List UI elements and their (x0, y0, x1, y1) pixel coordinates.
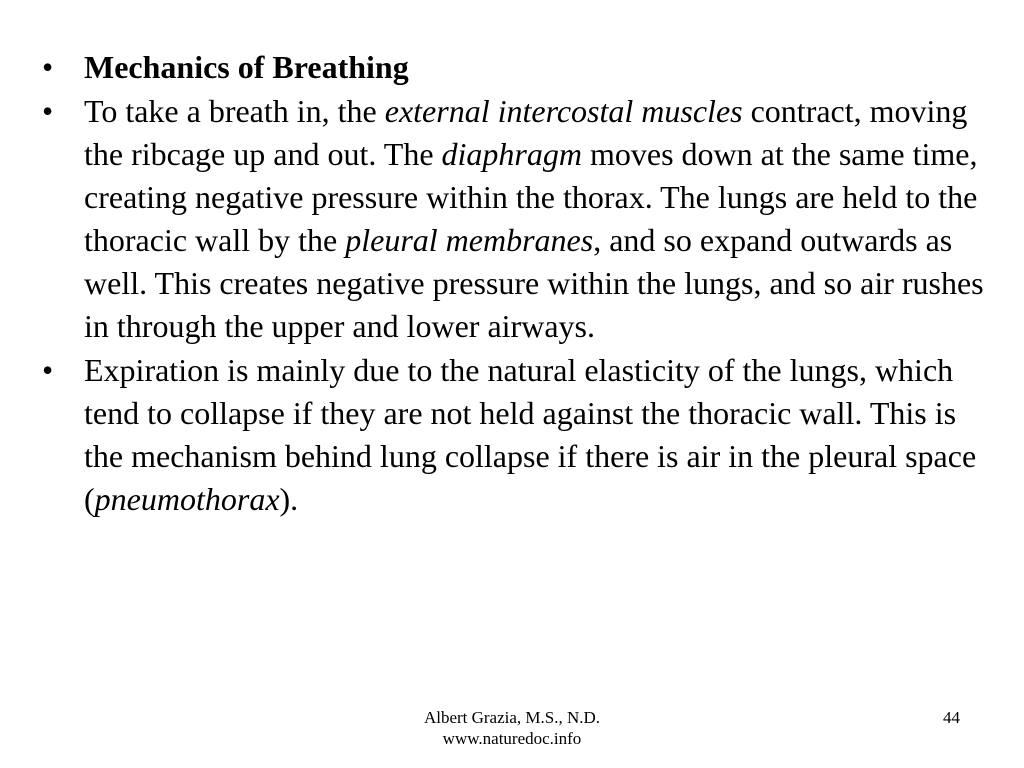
text-run: Expiration is mainly due to the natural elasticity of the lungs, which tend to collapse if they are not held against the thoracic wall. This is the mechanism behind lung collapse if there is air in the pleural space ( (84, 352, 977, 517)
bullet-icon: • (42, 352, 54, 388)
bullet-list (42, 46, 1002, 522)
text-run: To take a breath in, the (84, 93, 385, 129)
text-run: Mechanics of Breathing (84, 49, 409, 85)
bullet-text (84, 90, 1002, 348)
bullet-item-title (42, 46, 1002, 89)
text-run-italic: diaphragm (441, 136, 582, 172)
bullet-text (84, 349, 1002, 521)
text-run: contract, moving the ribcage up and out. The (84, 93, 968, 172)
bullet-item-expiration (42, 349, 1002, 521)
footer-author: Albert Grazia, M.S., N.D. (423, 708, 601, 727)
bullet-item-inspiration (42, 90, 1002, 348)
page-number: 44 (943, 708, 960, 727)
bullet-icon: • (42, 49, 54, 85)
footer-credit (362, 707, 662, 749)
text-run: , and so expand outwards as well. This creates negative pressure within the lungs, and so air rushes in through the upper and lower airways. (84, 222, 984, 344)
text-run: ). (279, 481, 299, 517)
text-run-italic: pneumothorax (94, 481, 280, 517)
text-run-italic: external intercostal muscles (384, 93, 743, 129)
text-run: moves down at the same time, creating negative pressure within the thorax. The lungs are held to the thoracic wall by the (84, 136, 978, 258)
bullet-icon: • (42, 93, 54, 129)
footer-website: www.naturedoc.info (442, 729, 582, 748)
text-run-italic: pleural membranes (345, 222, 594, 258)
bullet-text (84, 46, 1002, 89)
